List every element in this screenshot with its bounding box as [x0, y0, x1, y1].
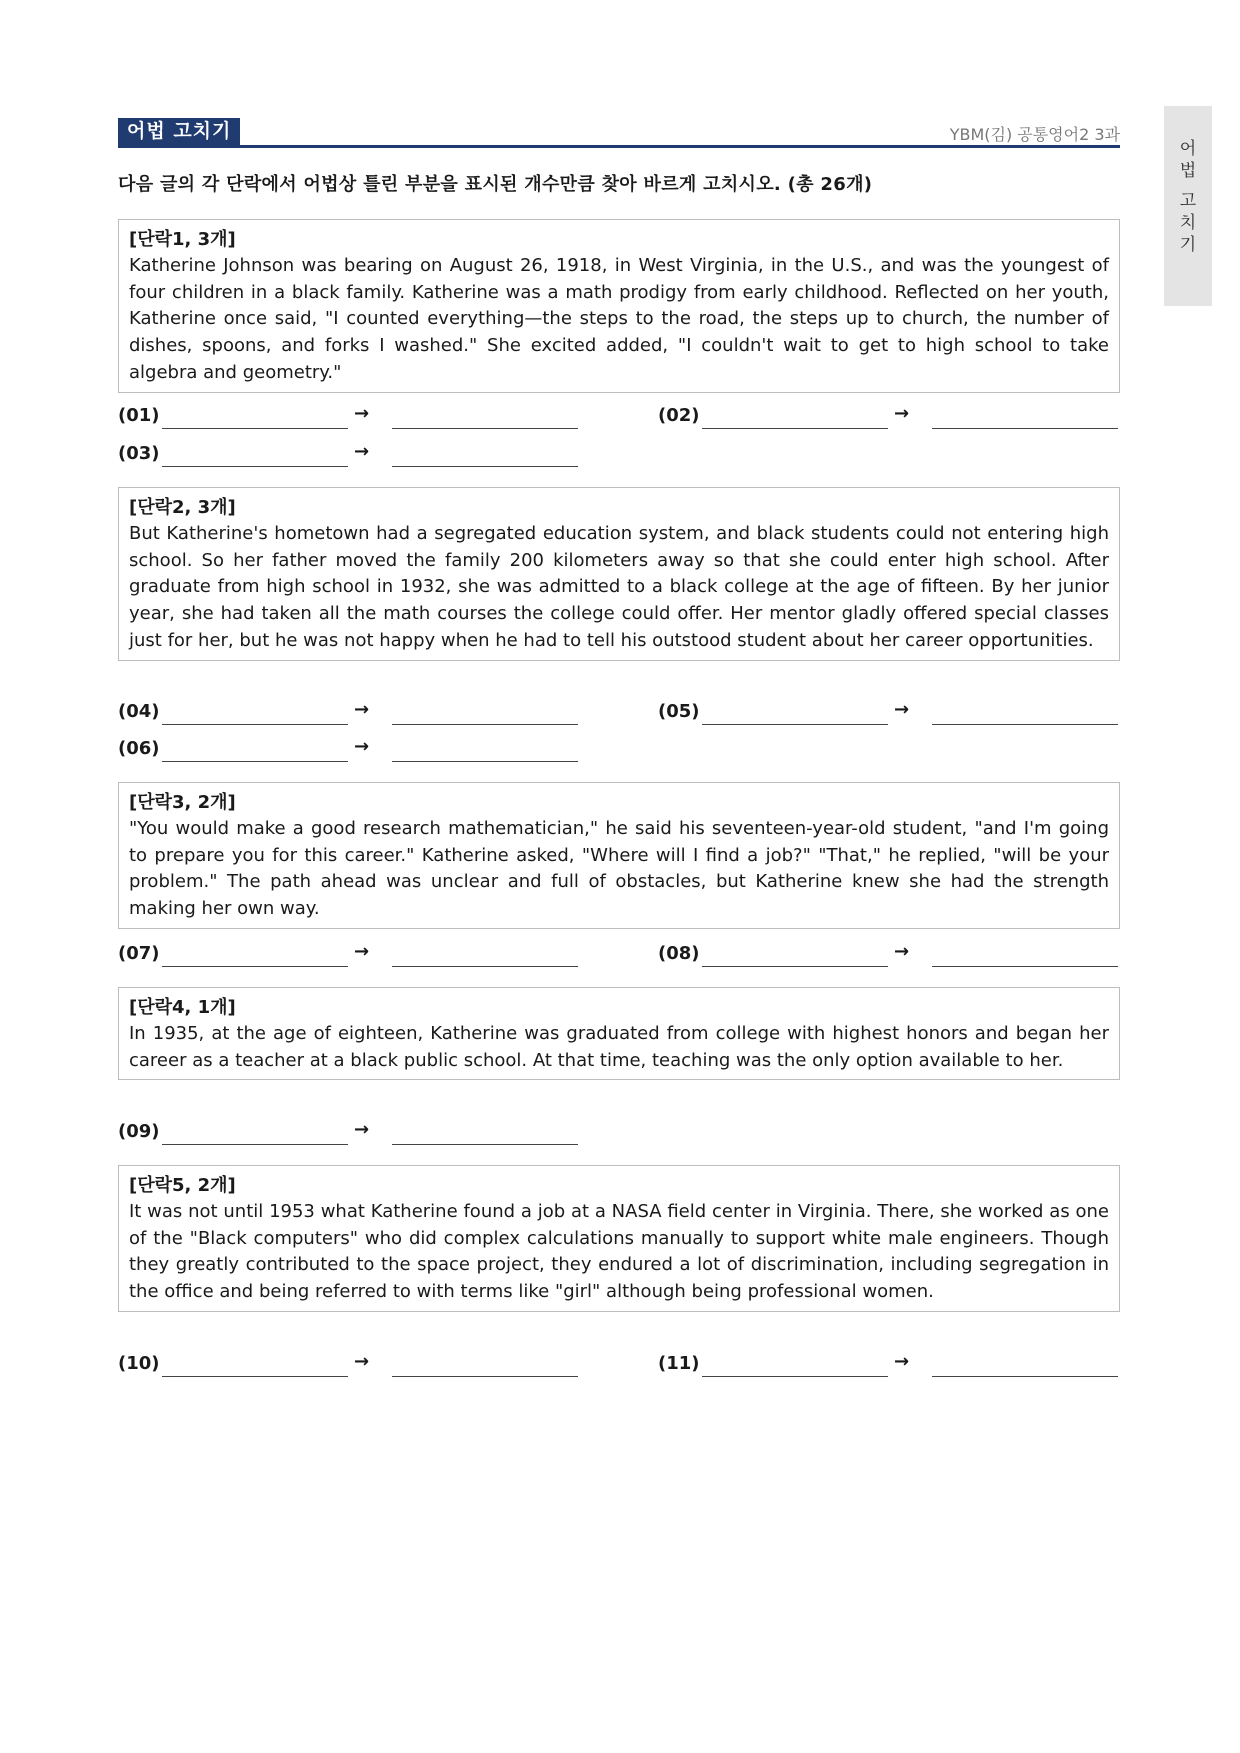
answer-number: (11) — [658, 1353, 700, 1374]
passage-text: Katherine Johnson was bearing on August 26, 1918, in West Virginia, in the U.S., and was the youngest of four children in a black family. Katherine was a math prodigy from early childhood. Reflected on her youth, Katherine once said, "I counted everything—the steps to the road, the steps up to church, the number of dishes, spoons, and forks I washed." She excited added, "I couldn't wait to get to high school to take algebra and geometry." — [129, 255, 1109, 383]
correction-blank[interactable] — [932, 966, 1118, 967]
passage-title: [단락2, 3개] — [129, 497, 236, 518]
correction-blank[interactable] — [392, 1144, 578, 1145]
passage-title: [단락3, 2개] — [129, 792, 236, 813]
correction-blank[interactable] — [392, 428, 578, 429]
answer-number: (07) — [118, 943, 160, 964]
side-tab-char: 치 — [1179, 213, 1197, 233]
side-tab-char: 기 — [1179, 235, 1197, 255]
passage-text: But Katherine's hometown had a segregated education system, and black students could not entering high school. So her father moved the family 200 kilometers away so that she could enter high school. After graduate from high school in 1932, she was admitted to a black college at the age of fifteen. By her junior year, she had taken all the math courses the college could offer. Her mentor gladly offered special classes just for her, but he was not happy when he had to tell his outstood student about her career opportunities. — [129, 523, 1109, 651]
arrow-icon: → — [354, 1119, 370, 1140]
correction-blank[interactable] — [932, 1376, 1118, 1377]
wrong-phrase-blank[interactable] — [162, 428, 348, 429]
correction-blank[interactable] — [392, 724, 578, 725]
passage-text: In 1935, at the age of eighteen, Katherine was graduated from college with highest honors and began her career as a teacher at a black public school. At that time, teaching was the only option available to her. — [129, 1023, 1109, 1071]
answer-row — [118, 1119, 1120, 1147]
passage-box-2 — [118, 487, 1120, 661]
answer-row — [118, 699, 1120, 727]
wrong-phrase-blank[interactable] — [162, 1376, 348, 1377]
passage-title: [단락1, 3개] — [129, 229, 236, 250]
arrow-icon: → — [354, 699, 370, 720]
answer-number: (01) — [118, 405, 160, 426]
arrow-icon: → — [354, 403, 370, 424]
arrow-icon: → — [354, 736, 370, 757]
passage-title: [단락4, 1개] — [129, 997, 236, 1018]
arrow-icon: → — [894, 699, 910, 720]
side-tab — [1164, 106, 1212, 306]
wrong-phrase-blank[interactable] — [162, 466, 348, 467]
wrong-phrase-blank[interactable] — [702, 966, 888, 967]
arrow-icon: → — [354, 441, 370, 462]
wrong-phrase-blank[interactable] — [162, 1144, 348, 1145]
side-tab-char: 고 — [1179, 191, 1197, 211]
answer-number: (04) — [118, 701, 160, 722]
arrow-icon: → — [894, 1351, 910, 1372]
wrong-phrase-blank[interactable] — [702, 724, 888, 725]
answer-row — [118, 736, 1120, 764]
answer-row — [118, 1351, 1120, 1379]
wrong-phrase-blank[interactable] — [162, 966, 348, 967]
correction-blank[interactable] — [392, 1376, 578, 1377]
wrong-phrase-blank[interactable] — [702, 1376, 888, 1377]
correction-blank[interactable] — [392, 466, 578, 467]
arrow-icon: → — [894, 403, 910, 424]
correction-blank[interactable] — [392, 761, 578, 762]
passage-text: It was not until 1953 what Katherine found a job at a NASA field center in Virginia. There, she worked as one of the "Black computers" who did complex calculations manually to support white male engineers. Though they greatly contributed to the space project, they endured a lot of discrimination, including segregation in the office and being referred to with terms like "girl" although being professional women. — [129, 1201, 1109, 1303]
correction-blank[interactable] — [392, 966, 578, 967]
passage-box-4 — [118, 987, 1120, 1080]
section-label: 어법 고치기 — [118, 118, 240, 145]
passage-text: "You would make a good research mathematician," he said his seventeen-year-old student, "and I'm going to prepare you for this career." Katherine asked, "Where will I find a job?" "That," he replied, "will be your problem." The path ahead was unclear and full of obstacles, but Katherine knew she had the strength making her own way. — [129, 818, 1109, 920]
answer-number: (09) — [118, 1121, 160, 1142]
side-tab-char: 어 — [1179, 139, 1197, 159]
worksheet-header — [118, 118, 1120, 147]
answer-number: (02) — [658, 405, 700, 426]
answer-number: (05) — [658, 701, 700, 722]
correction-blank[interactable] — [932, 428, 1118, 429]
arrow-icon: → — [354, 1351, 370, 1372]
passage-box-3 — [118, 782, 1120, 929]
correction-blank[interactable] — [932, 724, 1118, 725]
answer-number: (03) — [118, 443, 160, 464]
answer-row — [118, 941, 1120, 969]
passage-box-5 — [118, 1165, 1120, 1312]
arrow-icon: → — [894, 941, 910, 962]
side-tab-char: 법 — [1179, 161, 1197, 181]
header-divider — [118, 145, 1120, 148]
answer-number: (10) — [118, 1353, 160, 1374]
instruction-text: 다음 글의 각 단락에서 어법상 틀린 부분을 표시된 개수만큼 찾아 바르게 고치시오. (총 26개) — [118, 174, 873, 195]
textbook-reference: YBM(김) 공통영어2 3과 — [949, 125, 1120, 144]
passage-box-1 — [118, 219, 1120, 393]
answer-number: (08) — [658, 943, 700, 964]
answer-number: (06) — [118, 738, 160, 759]
wrong-phrase-blank[interactable] — [162, 761, 348, 762]
answer-row — [118, 403, 1120, 431]
arrow-icon: → — [354, 941, 370, 962]
wrong-phrase-blank[interactable] — [162, 724, 348, 725]
answer-row — [118, 441, 1120, 469]
wrong-phrase-blank[interactable] — [702, 428, 888, 429]
passage-title: [단락5, 2개] — [129, 1175, 236, 1196]
